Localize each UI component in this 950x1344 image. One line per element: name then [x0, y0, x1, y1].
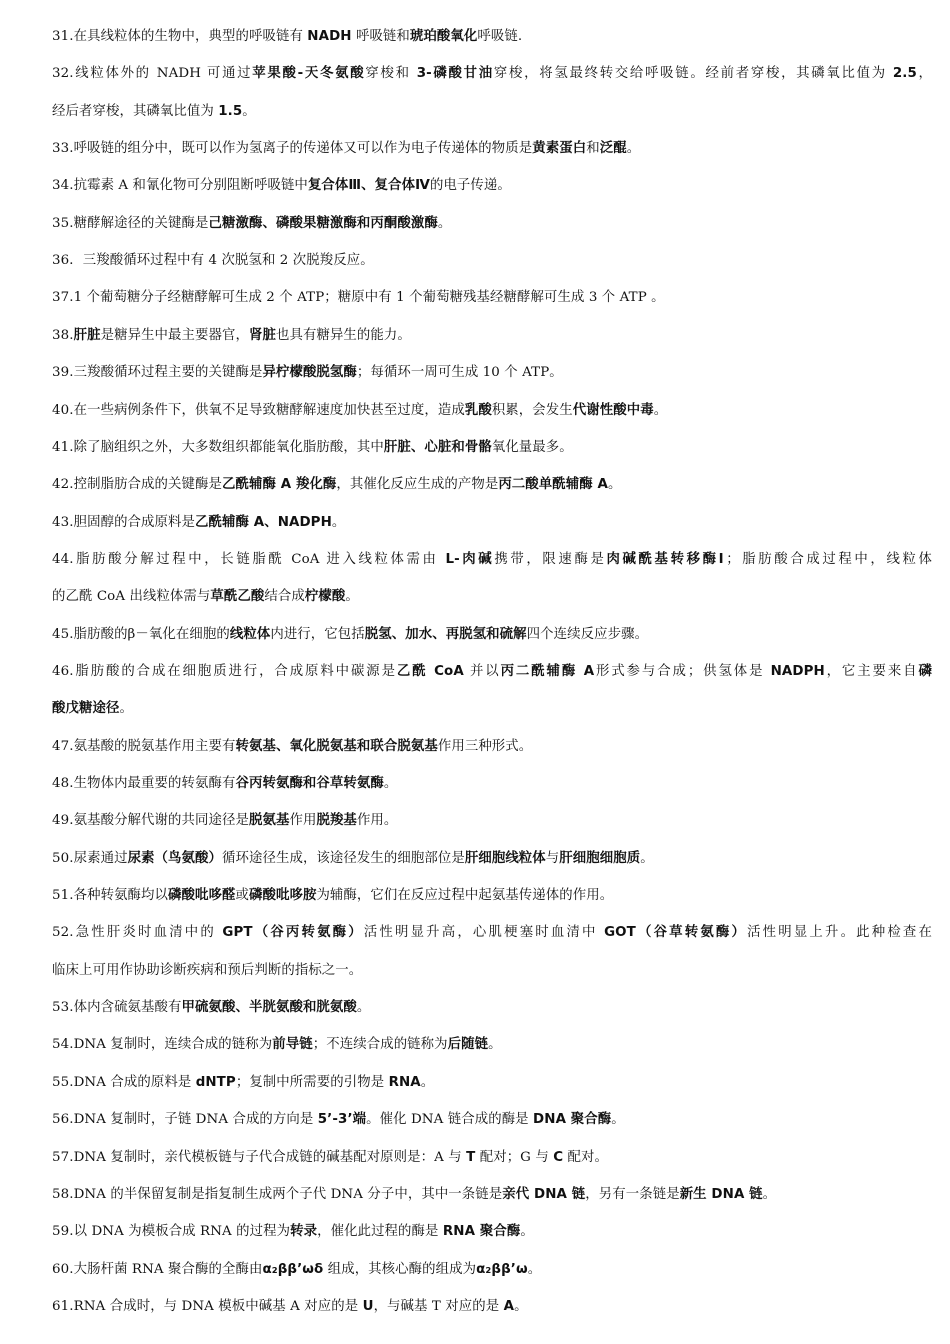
text-line-42 [52, 466, 932, 503]
answer-text: 黄素蛋白 [532, 141, 587, 157]
answer-text: 脱氨基 [248, 813, 290, 829]
text-line-61 [52, 1288, 932, 1325]
question-text: 47.氨基酸的脱氨基作用主要有 [52, 738, 236, 754]
question-text: ，另有一条链是 [585, 1186, 680, 1202]
question-text: 活性明显升高，心肌梗塞时血清中 [363, 925, 605, 941]
answer-text: 丙二酰辅酶 A [500, 663, 595, 679]
answer-text: 尿素（鸟氨酸） [127, 850, 222, 866]
text-line-45 [52, 616, 932, 653]
answer-text: 乙酰辅酶 A 羧化酶 [222, 477, 337, 493]
question-text: 31.在具线粒体的生物中，典型的呼吸链有 [52, 29, 308, 44]
question-text: 43.胆固醇的合成原料是 [52, 514, 196, 530]
question-text: 为辅酶，它们在反应过程中起氨基传递体的作用。 [316, 888, 614, 904]
text-line-46b [52, 690, 932, 727]
question-text: 穿梭，将氢最终转交给呼吸链。经前者穿梭，其磷氧比值为 [493, 66, 893, 82]
answer-text: 谷丙转氨酶和谷草转氨酶 [235, 776, 384, 791]
question-text: 。 [653, 402, 668, 418]
question-text: 52.急性肝炎时血清中的 [52, 925, 223, 941]
question-text: 呼吸链和 [351, 29, 410, 44]
question-text: 。催化 DNA 链合成的酶是 [366, 1112, 534, 1128]
question-text: 并以 [463, 663, 501, 679]
question-text: 56.DNA 复制时，子链 DNA 合成的方向是 [52, 1112, 318, 1128]
question-text: 和 [586, 141, 600, 157]
question-text: 。 [420, 1074, 435, 1090]
text-line-31 [52, 18, 932, 55]
question-text: 。 [762, 1186, 777, 1202]
text-line-39 [52, 354, 932, 391]
question-text: 积累，会发生 [491, 402, 573, 418]
question-text: 44.脂肪酸分解过程中，长链脂酰 CoA 进入线粒体需由 [52, 551, 446, 567]
question-text: 。 [527, 1261, 542, 1277]
question-text: 作用三种形式。 [437, 738, 533, 754]
question-text: 四个连续反应步骤。 [526, 626, 649, 642]
question-text: ，与碱基 T 对应的是 [373, 1298, 504, 1314]
text-line-48 [52, 765, 932, 802]
answer-text: 复合体Ⅲ、复合体Ⅳ [307, 178, 430, 194]
question-text: 氧化量最多。 [491, 439, 573, 455]
question-text: ，其催化反应生成的产物是 [336, 477, 499, 493]
text-line-40 [52, 392, 932, 429]
question-text: 。 [119, 701, 133, 717]
text-line-56 [52, 1101, 932, 1138]
answer-text: 琥珀酸氧化 [409, 29, 478, 44]
question-text: 经后者穿梭，其磷氧比值为 [52, 103, 219, 119]
question-text: 53.体内含硫氨基酸有 [52, 1000, 182, 1016]
question-text: 50.尿素通过 [52, 850, 128, 866]
answer-text: 转氨基、氧化脱氨基和联合脱氨基 [235, 738, 438, 754]
answer-text: 泛醌 [599, 141, 627, 157]
text-line-59 [52, 1213, 932, 1250]
question-text: 内进行，它包括 [270, 626, 365, 642]
answer-text: 异柠檬酸脱氢酶 [262, 365, 357, 381]
question-text: 。 [514, 1298, 528, 1314]
answer-text: DNA 聚合酶 [533, 1112, 612, 1128]
question-text: ；每循环一周可生成 10 个 ATP。 [356, 365, 563, 381]
answer-text: T [466, 1149, 476, 1165]
answer-text: A [503, 1298, 515, 1314]
question-text: ；不连续合成的链称为 [312, 1037, 448, 1053]
question-text: 60.大肠杆菌 RNA 聚合酶的全酶由 [52, 1261, 263, 1277]
text-line-58 [52, 1176, 932, 1213]
answer-text: 亲代 DNA 链 [502, 1186, 586, 1202]
answer-text: 苹果酸-天冬氨酸 [252, 66, 366, 82]
question-text: 呼吸链. [477, 29, 523, 44]
answer-text: 脱羧基 [316, 813, 357, 829]
question-text: 组成，其核心酶的组成为 [323, 1261, 477, 1277]
answer-text: 草酰乙酸 [210, 589, 265, 605]
question-text: 形式参与合成；供氢体是 [594, 663, 771, 679]
question-text: 。 [640, 850, 654, 866]
answer-text: 己糖激酶、磷酸果糖激酶和丙酮酸激酶 [208, 215, 438, 231]
question-text: 。 [520, 1224, 534, 1240]
question-text: 活性明显上升。此种检查在 [747, 925, 932, 941]
text-line-37 [52, 279, 932, 316]
question-text: 45.脂肪酸的β－氧化在细胞的 [52, 626, 230, 642]
question-text: 59.以 DNA 为模板合成 RNA 的过程为 [52, 1224, 291, 1240]
question-text: 。 [242, 103, 256, 119]
question-text: 配对；G 与 [475, 1149, 554, 1165]
text-line-53 [52, 989, 932, 1026]
question-text: 临床上可用作协助诊断疾病和预后判断的指标之一。 [52, 962, 363, 978]
question-text: 。 [331, 514, 346, 530]
question-text: 是糖异生中最主要器官， [100, 327, 249, 343]
answer-text: 丙二酸单酰辅酶 A [498, 477, 608, 493]
answer-text: 肝细胞细胞质 [559, 850, 641, 866]
answer-text: 乙酰辅酶 A、NADPH [195, 514, 332, 530]
answer-text: 肝脏、心脏和骨骼 [383, 439, 492, 455]
question-text: ；脂肪酸合成过程中，线粒体 [726, 551, 932, 567]
text-line-41 [52, 429, 932, 466]
answer-text: 肉碱酰基转移酶Ⅰ [606, 551, 727, 567]
text-line-44a [52, 541, 932, 578]
question-text: ，它主要来自 [824, 663, 919, 679]
question-text: 38. [52, 327, 74, 343]
text-line-49 [52, 802, 932, 839]
answer-text: 脱氢、加水、再脱氢和硫解 [364, 626, 527, 642]
answer-text: 1.5 [218, 103, 243, 119]
answer-text: C [553, 1149, 564, 1165]
question-text: 。 [345, 589, 359, 605]
question-text: 携带，限速酶是 [494, 551, 607, 567]
answer-text: 代谢性酸中毒 [572, 402, 654, 418]
question-text: 结合成 [264, 589, 305, 605]
answer-text: GPT（谷丙转氨酶） [222, 925, 364, 941]
question-text: 33.呼吸链的组分中，既可以作为氢离子的传递体又可以作为电子传递体的物质是 [52, 141, 533, 157]
text-line-33 [52, 130, 932, 167]
question-text: 。 [437, 215, 452, 231]
answer-text: 乳酸 [464, 402, 492, 418]
question-text: 61.RNA 合成时，与 DNA 模板中碱基 A 对应的是 [52, 1298, 363, 1314]
question-text: 55.DNA 合成的原料是 [52, 1074, 196, 1090]
question-text: 或 [235, 888, 249, 904]
question-text: 58.DNA 的半保留复制是指复制生成两个子代 DNA 分子中，其中一条链是 [52, 1186, 503, 1202]
answer-text: 乙酰 CoA [396, 663, 464, 679]
answer-text: α₂ββ’ω [476, 1261, 528, 1277]
question-text: 也具有糖异生的能力。 [275, 327, 411, 343]
question-text: 。 [488, 1037, 502, 1053]
question-text: 48.生物体内最重要的转氨酶有 [52, 776, 236, 791]
question-text: 46.脂肪酸的合成在细胞质进行，合成原料中碳源是 [52, 663, 397, 679]
question-text: 。 [611, 1112, 625, 1128]
answer-text: 肝脏 [73, 327, 101, 343]
text-line-32b [52, 93, 932, 130]
question-text: 。 [626, 141, 641, 157]
answer-text: 5’-3’端 [317, 1112, 367, 1128]
text-line-44b [52, 578, 932, 615]
question-text: 。 [356, 1000, 371, 1016]
question-text: 的电子传递。 [429, 178, 511, 194]
answer-text: 后随链 [447, 1037, 489, 1053]
question-text: 51.各种转氨酶均以 [52, 888, 169, 904]
text-line-47 [52, 728, 932, 765]
question-text: ，催化此过程的酶是 [317, 1224, 443, 1240]
text-line-57 [52, 1139, 932, 1176]
answer-text: 肾脏 [249, 327, 276, 343]
answer-text: 磷酸吡哆胺 [248, 888, 317, 904]
question-text: 49.氨基酸分解代谢的共同途径是 [52, 813, 249, 829]
answer-text: 线粒体 [229, 626, 271, 642]
question-text: 39.三羧酸循环过程主要的关键酶是 [52, 365, 263, 381]
question-text: 作用 [289, 813, 317, 829]
answer-text: NADH [307, 29, 352, 44]
answer-text: RNA 聚合酶 [442, 1224, 521, 1240]
question-text: 穿梭和 [365, 66, 417, 82]
question-text: 35.糖酵解途径的关键酶是 [52, 215, 209, 231]
question-text: 40.在一些病例条件下，供氧不足导致糖酵解速度加快甚至过度，造成 [52, 402, 465, 418]
answer-text: GOT（谷草转氨酶） [604, 925, 748, 941]
answer-text: 肝细胞线粒体 [464, 850, 546, 866]
question-text: 41.除了脑组织之外，大多数组织都能氧化脂肪酸，其中 [52, 439, 384, 455]
text-line-46a [52, 653, 932, 690]
question-text: 32.线粒体外的 NADH 可通过 [52, 66, 253, 82]
answer-text: NADPH [770, 663, 825, 679]
question-text: 与 [545, 850, 560, 866]
question-text: 。 [607, 477, 622, 493]
text-line-36 [52, 242, 932, 279]
question-text: ， [916, 66, 933, 82]
question-text: 的乙酰 CoA 出线粒体需与 [52, 589, 211, 605]
answer-text: 酸戊糖途径 [52, 701, 120, 717]
answer-text: U [362, 1298, 374, 1314]
question-text: 。 [383, 776, 398, 791]
text-line-52b [52, 952, 932, 989]
question-text: 配对。 [563, 1149, 608, 1165]
answer-text: 前导链 [272, 1037, 313, 1053]
text-line-32a [52, 55, 932, 92]
answer-text: 磷 [918, 663, 932, 679]
answer-text: L-肉碱 [445, 551, 495, 567]
text-line-35 [52, 205, 932, 242]
answer-text: RNA [388, 1074, 421, 1090]
text-line-55 [52, 1064, 932, 1101]
question-text: 37.1 个葡萄糖分子经糖酵解可生成 2 个 ATP；糖原中有 1 个葡萄糖残基经糖酵解可生成 3 个 ATP 。 [52, 290, 665, 306]
answer-text: dNTP [195, 1074, 236, 1090]
question-text: 42.控制脂肪合成的关键酶是 [52, 477, 222, 493]
question-text: 54.DNA 复制时，连续合成的链称为 [52, 1037, 273, 1053]
answer-text: 甲硫氨酸、半胱氨酸和胱氨酸 [181, 1000, 357, 1016]
text-line-51 [52, 877, 932, 914]
answer-text: 2.5 [892, 66, 917, 82]
text-line-43 [52, 504, 932, 541]
question-text: 34.抗霉素 A 和氰化物可分别阻断呼吸链中 [52, 178, 308, 194]
text-line-50 [52, 840, 932, 877]
question-text: 作用。 [356, 813, 398, 829]
answer-text: 柠檬酸 [304, 589, 346, 605]
text-line-52a [52, 914, 932, 951]
question-text: 循环途径生成，该途径发生的细胞部位是 [222, 850, 465, 866]
text-line-54 [52, 1026, 932, 1063]
question-text: ；复制中所需要的引物是 [235, 1074, 389, 1090]
question-text: 36．三羧酸循环过程中有 4 次脱氢和 2 次脱羧反应。 [52, 253, 374, 269]
question-text: 57.DNA 复制时，亲代模板链与子代合成链的碱基配对原则是：A 与 [52, 1149, 467, 1165]
text-line-60 [52, 1251, 932, 1288]
answer-text: 磷酸吡哆醛 [168, 888, 236, 904]
text-line-34 [52, 167, 932, 204]
text-line-38 [52, 317, 932, 354]
answer-text: 3-磷酸甘油 [416, 66, 494, 82]
answer-text: 新生 DNA 链 [679, 1186, 763, 1202]
answer-text: 转录 [290, 1224, 318, 1240]
answer-text: α₂ββ’ωδ [262, 1261, 324, 1277]
